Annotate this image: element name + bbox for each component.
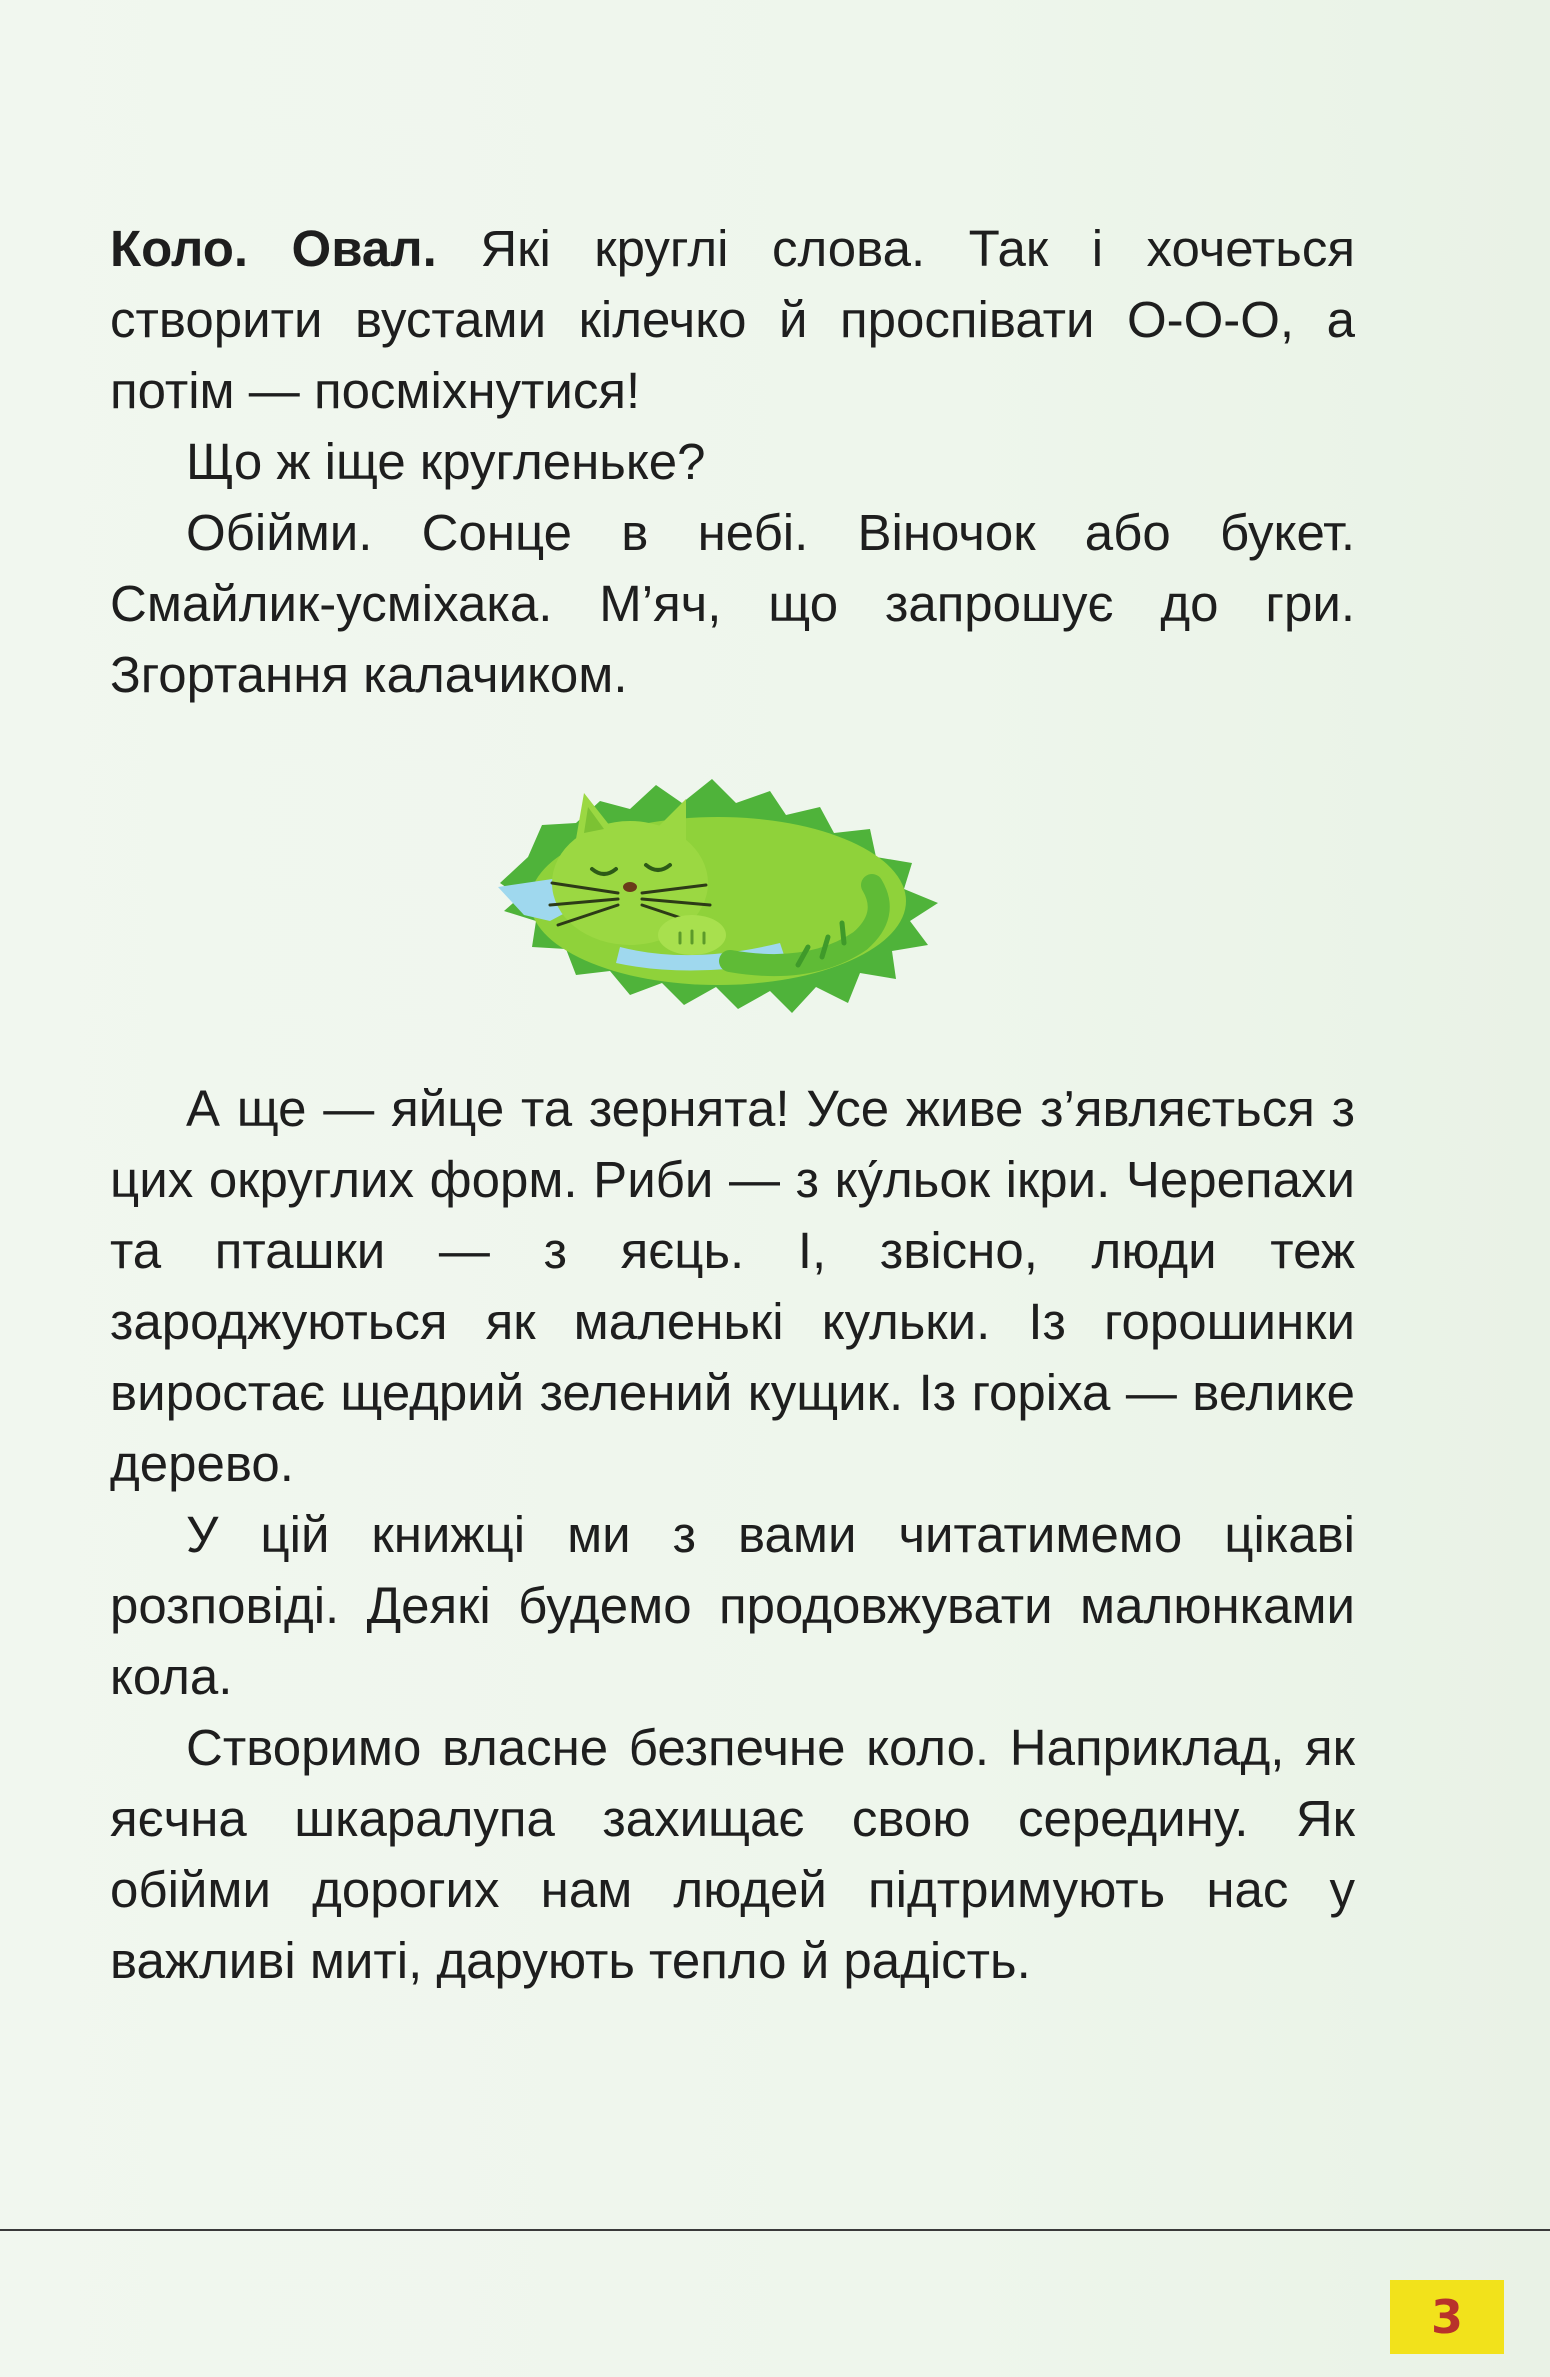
- page-number: 3: [1390, 2280, 1504, 2354]
- paragraph-5: У цій книжці ми з вами читатимемо цікаві розповіді. Деякі будемо продовжувати малюнками кола.: [110, 1506, 1355, 1705]
- paragraph-1-text: Які круглі слова. Так і хочеться створити вустами кілечко й проспівати О-О-О, а потім — посміхнутися!: [110, 220, 1355, 419]
- paragraph-4: А ще — яйце та зернята! Усе живе з’являється з цих округлих форм. Риби — з ку́льок ікри. Черепахи та пташки — з яєць. І, звісно, люди теж зароджуються як маленькі кульки. Із горошинки виростає щедрий зелений кущик. Із горіха — велике дерево.: [110, 1080, 1355, 1492]
- footer-divider: [0, 2229, 1550, 2231]
- paragraph-6: Створимо власне безпечне коло. Наприклад, як яєчна шкаралупа захищає свою середину. Як обійми дорогих нам людей підтримують нас у важливі миті, дарують тепло й радість.: [110, 1719, 1355, 1989]
- paragraph-2: Що ж іще кругленьке?: [186, 433, 706, 490]
- paragraph-1: [110, 213, 1355, 426]
- intro-text: [110, 213, 1355, 710]
- cat-nose: [623, 882, 637, 892]
- paragraph-3: Обійми. Сонце в небі. Віночок або букет. Смайлик-усміхака. М’яч, що запрошує до гри. Згортання калачиком.: [110, 504, 1355, 703]
- main-text: [110, 1073, 1355, 1996]
- lead-words: Коло. Овал.: [110, 220, 437, 277]
- sleeping-green-cat-icon: [480, 765, 960, 1025]
